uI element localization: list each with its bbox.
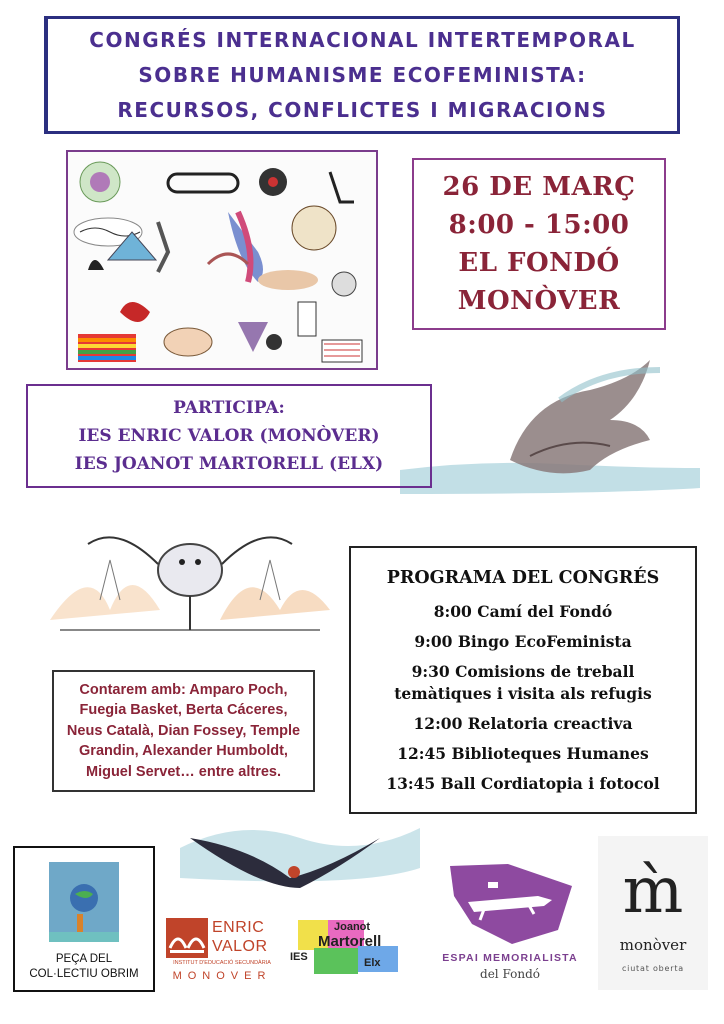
guests-line: Neus Català, Dian Fossey, Temple [66,722,301,739]
jm-ies-text: IES [290,951,308,963]
monover-name: monòver [619,936,687,954]
event-date-box [412,158,666,330]
obrim-text-2: COL·LECTIU OBRIM [29,968,139,980]
participants-box [26,384,432,488]
title-line-3: RECURSOS, CONFLICTES I MIGRACIONS [117,97,608,122]
enric-valor-subtitle: INSTITUT D'EDUCACIÓ SECUNDÀRIA [173,960,271,966]
collage-drawing [68,152,376,368]
title-line-2: SOBRE HUMANISME ECOFEMINISTA: [138,62,587,87]
program-item: 12:00 Relatoria creactiva [413,714,633,733]
program-item: temàtiques i visita als refugis [394,684,652,703]
obrim-logo [13,846,155,992]
illustration-collage [66,150,378,370]
obrim-text-1: PEÇA DEL [55,953,113,965]
congress-title-box [44,16,680,134]
program-item: 9:30 Comisions de treball [411,662,635,681]
jm-word-1: Joanot [334,921,371,933]
event-date: 26 DE MARÇ [442,172,636,202]
obrim-emblem [43,858,125,946]
guests-line: Contarem amb: Amparo Poch, [79,681,288,698]
espai-subtitle: del Fondó [480,967,540,981]
program-box [349,546,697,814]
espai-emblem [442,862,578,948]
monover-mark: m̀ [622,854,684,928]
guests-line: Fuegia Basket, Berta Cáceres, [79,702,288,719]
participant-school-1: IES ENRIC VALOR (MONÒVER) [78,426,380,446]
monover-subtitle: ciutat oberta [621,964,685,973]
title-line-1: CONGRÉS INTERNACIONAL INTERTEMPORAL [89,27,636,52]
jm-word-2: Martorell [318,933,382,950]
shell-illustration [400,360,700,520]
espai-memorialista-logo [432,862,588,984]
program-item: 12:45 Biblioteques Humanes [397,744,649,763]
guests-line: Grandin, Alexander Humboldt, [79,743,288,760]
program-item: 8:00 Camí del Fondó [433,602,613,621]
program-title: PROGRAMA DEL CONGRÉS [386,568,660,588]
swallow-illustration [160,808,430,900]
monover-logo [598,836,708,990]
event-time: 8:00 - 15:00 [448,210,630,240]
guests-line: Miguel Servet… entre altres. [85,763,281,780]
enric-valor-emblem [166,918,208,958]
enric-valor-word-2: VALOR [212,938,268,955]
program-item: 13:45 Ball Cordiatopia i fotocol [386,774,660,793]
enric-valor-city: MONOVER [172,970,272,982]
enric-valor-word-1: ENRIC [212,919,265,936]
event-place-1: EL FONDÓ [458,248,620,278]
guests-box [52,670,315,792]
bird-fire-illustration [40,500,340,650]
program-item: 9:00 Bingo EcoFeminista [414,632,632,651]
jm-city: Elx [364,957,381,969]
participants-heading: PARTICIPA: [173,398,285,418]
participant-school-2: IES JOANOT MARTORELL (ELX) [74,454,384,474]
espai-title: ESPAI MEMORIALISTA [442,952,578,964]
enric-valor-logo [166,916,278,988]
joanot-martorell-logo [288,916,412,980]
event-place-2: MONÒVER [457,286,621,316]
